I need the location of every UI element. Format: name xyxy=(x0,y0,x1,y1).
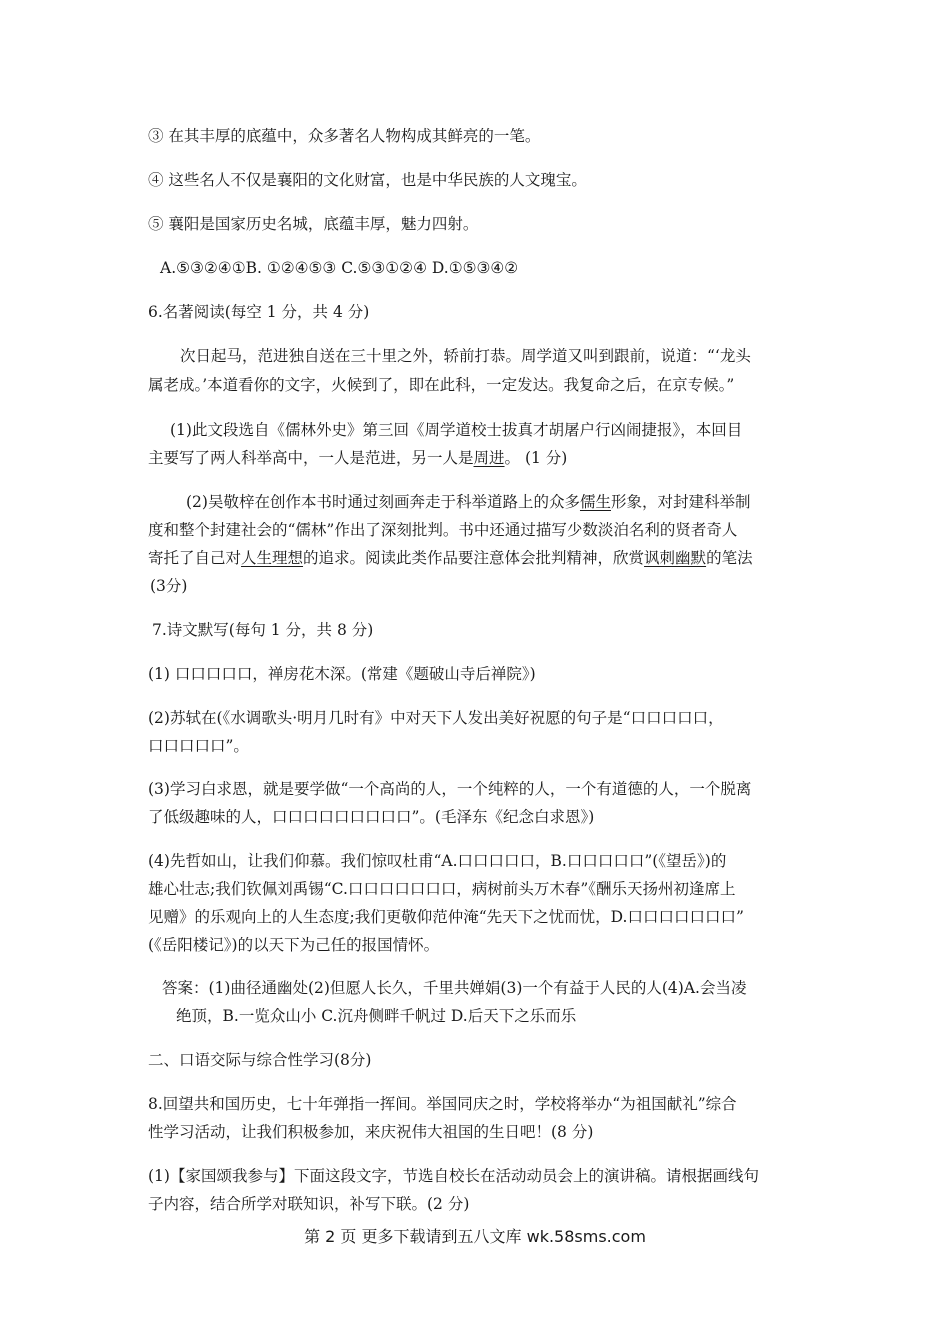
q7-answer-line-2: 绝顶，B.一览众山小 C.沉舟侧畔千帆过 D.后天下之乐而乐 xyxy=(176,1007,577,1025)
q7-item-4-line-2: 雄心壮志;我们钦佩刘禹锡“C.口口口口口口口，病树前头万木春”《酬乐天扬州初逢席上 xyxy=(148,880,736,898)
page-footer: 第 2 页 更多下载请到五八文库 wk.58sms.com xyxy=(304,1227,646,1246)
q6-part2-answer-1: 儒生 xyxy=(579,493,611,511)
q6-part2-line-3 xyxy=(148,548,753,568)
q6-part2-text-e: 的笔法 xyxy=(706,549,753,567)
q7-answer-line-1: 答案：(1)曲径通幽处(2)但愿人长久，千里共婵娟(3)一个有益于人民的人(4)A.会当凌 xyxy=(162,979,747,997)
q6-part2-answer-3: 讽刺幽默 xyxy=(644,549,707,567)
q7-item-1: (1) 口口口口口，禅房花木深。(常建《题破山寺后禅院》) xyxy=(148,665,536,683)
q6-title: 6.名著阅读(每空 1 分，共 4 分) xyxy=(148,303,370,321)
q6-part2-line-1 xyxy=(186,492,751,512)
q6-passage-line-2: 属老成。’本道看你的文字，火候到了，即在此科，一定发达。我复命之后，在京专候。” xyxy=(148,376,735,394)
sentence-5: ⑤ 襄阳是国家历史名城，底蕴丰厚，魅力四射。 xyxy=(148,215,479,233)
q6-part2-text-c: 寄托了自己对 xyxy=(148,549,242,567)
q6-part2-answer-2: 人生理想 xyxy=(241,549,304,567)
q6-part1-text-b: 。 (1 分) xyxy=(504,449,568,467)
q6-part2-text-d: 的追求。阅读此类作品要注意体会批判精神，欣赏 xyxy=(303,549,645,567)
q8-part1-line-2: 子内容，结合所学对联知识，补写下联。(2 分) xyxy=(148,1195,470,1213)
sentence-3: ③ 在其丰厚的底蕴中，众多著名人物构成其鲜亮的一笔。 xyxy=(148,127,541,145)
q7-item-4-line-1: (4)先哲如山，让我们仰慕。我们惊叹杜甫“A.口口口口口，B.口口口口口”(《望岳》)的 xyxy=(148,852,727,870)
q6-part1-line-1: (1)此文段选自《儒林外史》第三回《周学道校士拔真才胡屠户行凶闹捷报》，本回目 xyxy=(170,421,743,439)
answer-options: A.⑤③②④①B. ①②④⑤③ C.⑤③①②④ D.①⑤③④② xyxy=(160,259,519,277)
q6-part2-line-4: (3分) xyxy=(150,577,188,595)
q7-item-2-line-2: 口口口口口”。 xyxy=(148,737,249,755)
sentence-4: ④ 这些名人不仅是襄阳的文化财富，也是中华民族的人文瑰宝。 xyxy=(148,171,587,189)
q6-part1-text-a: 主要写了两人科举高中，一人是范进，另一人是 xyxy=(148,449,474,467)
q7-item-3-line-2: 了低级趣味的人，口口口口口口口口口”。(毛泽东《纪念白求恩》) xyxy=(148,808,595,826)
q8-part1-line-1: (1)【家国颂我参与】下面这段文字，节选自校长在活动动员会上的演讲稿。请根据画线句 xyxy=(148,1167,759,1185)
q7-item-2-line-1: (2)苏轼在(《水调歌头·明月几时有》中对天下人发出美好祝愿的句子是“口口口口口， xyxy=(148,709,724,727)
q7-item-3-line-1: (3)学习白求恩，就是要学做“一个高尚的人，一个纯粹的人，一个有道德的人，一个脱离 xyxy=(148,780,752,798)
q6-part2-text-b: 形象，对封建科举制 xyxy=(610,493,751,511)
q6-part2-line-2: 度和整个封建社会的“儒林”作出了深刻批判。书中还通过描写少数淡泊名利的贤者奇人 xyxy=(148,521,738,539)
q7-item-4-line-3: 见赠》的乐观向上的人生态度;我们更敬仰范仲淹“先天下之忧而忧，D.口口口口口口口” xyxy=(148,908,744,926)
section-2-heading: 二、口语交际与综合性学习(8分) xyxy=(148,1051,372,1069)
q6-passage-line-1: 次日起马，范进独自送在三十里之外，轿前打恭。周学道又叫到跟前，说道：“‘龙头 xyxy=(180,347,751,365)
q7-title: 7.诗文默写(每句 1 分，共 8 分) xyxy=(152,621,374,639)
q8-line-2: 性学习活动，让我们积极参加，来庆祝伟大祖国的生日吧！(8 分) xyxy=(148,1123,594,1141)
q6-part1-line-2 xyxy=(148,448,567,468)
q6-part1-answer: 周进 xyxy=(473,449,505,467)
q8-line-1: 8.回望共和国历史，七十年弹指一挥间。举国同庆之时，学校将举办“为祖国献礼”综合 xyxy=(148,1095,737,1113)
q7-item-4-line-4: (《岳阳楼记》)的以天下为己任的报国情怀。 xyxy=(148,936,440,954)
q6-part2-text-a: (2)吴敬梓在创作本书时通过刻画奔走于科举道路上的众多 xyxy=(186,493,580,511)
